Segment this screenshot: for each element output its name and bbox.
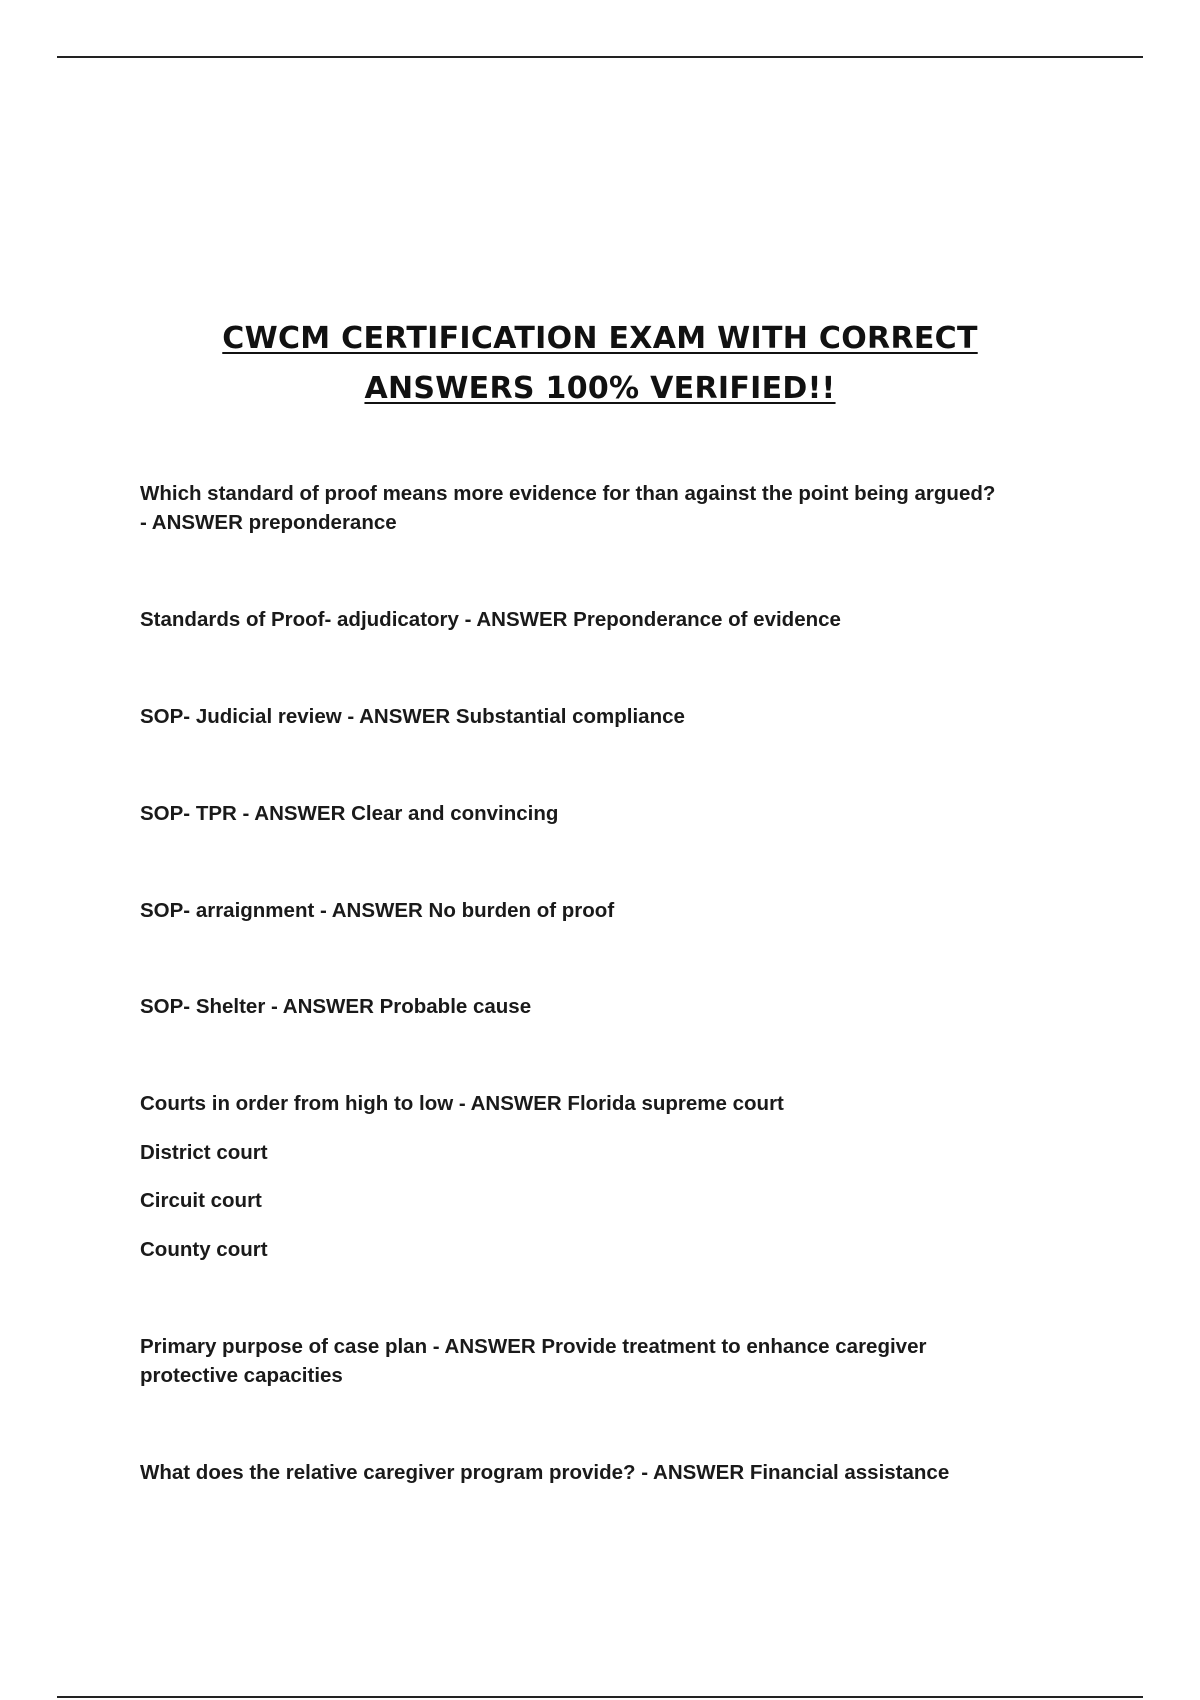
qa-item-5 bbox=[140, 896, 1070, 925]
qa-item-6-line-1: SOP- Shelter - ANSWER Probable cause bbox=[140, 995, 532, 1018]
qa-item-2 bbox=[140, 605, 1070, 634]
qa-item-5-line-1: SOP- arraignment - ANSWER No burden of proof bbox=[140, 899, 615, 922]
qa-item-1-line-2: - ANSWER preponderance bbox=[140, 511, 397, 534]
qa-item-1 bbox=[140, 479, 1070, 537]
qa-item-7 bbox=[140, 1089, 1070, 1118]
title-line-1: CWCM CERTIFICATION EXAM WITH CORRECT bbox=[222, 321, 978, 356]
qa-item-7-line-1: Courts in order from high to low - ANSWER Florida supreme court bbox=[140, 1092, 784, 1115]
qa-item-4 bbox=[140, 799, 1070, 828]
qa-item-1-line-1: Which standard of proof means more evidence for than against the point being argued? bbox=[140, 482, 996, 505]
court-district: District court bbox=[140, 1141, 268, 1164]
qa-item-7-extra-1 bbox=[140, 1138, 1070, 1167]
qa-item-8-line-2: protective capacities bbox=[140, 1364, 343, 1387]
qa-item-8-line-1: Primary purpose of case plan - ANSWER Provide treatment to enhance caregiver bbox=[140, 1335, 927, 1358]
qa-item-6 bbox=[140, 992, 1070, 1021]
qa-item-3 bbox=[140, 702, 1070, 731]
court-county: County court bbox=[140, 1238, 268, 1261]
qa-item-9 bbox=[140, 1458, 1070, 1487]
qa-item-3-line-1: SOP- Judicial review - ANSWER Substantial compliance bbox=[140, 705, 685, 728]
qa-item-2-line-1: Standards of Proof- adjudicatory - ANSWER Preponderance of evidence bbox=[140, 608, 841, 631]
top-rule bbox=[57, 56, 1143, 58]
qa-item-7-extra-2 bbox=[140, 1186, 1070, 1215]
qa-item-9-line-1: What does the relative caregiver program provide? - ANSWER Financial assistance bbox=[140, 1461, 950, 1484]
bottom-rule bbox=[57, 1696, 1143, 1698]
qa-item-8 bbox=[140, 1332, 1070, 1390]
qa-item-4-line-1: SOP- TPR - ANSWER Clear and convincing bbox=[140, 802, 559, 825]
court-circuit: Circuit court bbox=[140, 1189, 262, 1212]
title-line-2: ANSWERS 100% VERIFIED!! bbox=[364, 371, 836, 406]
document-title bbox=[0, 314, 1200, 414]
qa-item-7-extra-3 bbox=[140, 1235, 1070, 1264]
